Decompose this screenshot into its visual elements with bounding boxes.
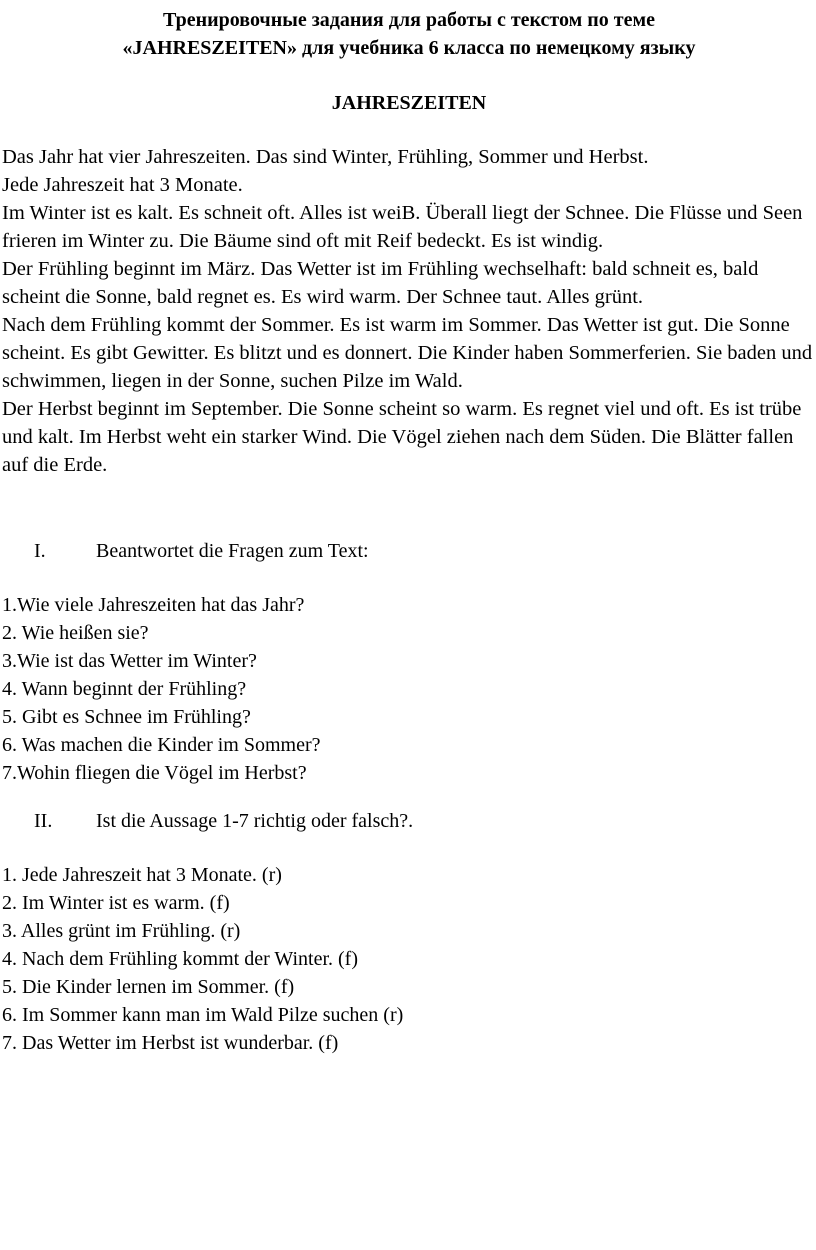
list-item: 1. Jede Jahreszeit hat 3 Monate. (r) [2, 864, 282, 886]
list-item: 2. Im Winter ist es warm. (f) [2, 892, 230, 914]
section-2-heading [2, 807, 816, 835]
list-item: 5. Die Kinder lernen im Sommer. (f) [2, 976, 295, 998]
section-1-title: Beantwortet die Fragen zum Text: [96, 540, 369, 562]
list-item: 6. Im Sommer kann man im Wald Pilze suchen (r) [2, 1004, 404, 1026]
text-title: JAHRESZEITEN [331, 92, 487, 114]
list-item: 4. Wann beginnt der Frühling? [2, 678, 247, 700]
paragraph: Jede Jahreszeit hat 3 Monate. [2, 174, 243, 196]
list-item: 5. Gibt es Schnee im Frühling? [2, 706, 251, 728]
section-2-number: II. [34, 810, 53, 832]
document-title-line-1: Тренировочные задания для работы с текстом по теме [163, 9, 655, 31]
document-title [2, 6, 816, 62]
paragraph: Im Winter ist es kalt. Es schneit oft. Alles ist weiB. Überall liegt der Schnee. Die Flüsse und Seen frieren im Winter zu. Die Bäume sind oft mit Reif bedeckt. Es ist windig. [2, 202, 803, 252]
paragraph: Der Herbst beginnt im September. Die Sonne scheint so warm. Es regnet viel und oft. Es ist trübe und kalt. Im Herbst weht ein starker Wind. Die Vögel ziehen nach dem Süden. Die Blätter fallen auf die Erde. [2, 398, 802, 476]
list-item: 1.Wie viele Jahreszeiten hat das Jahr? [2, 594, 305, 616]
document-title-line-2: «JAHRESZEITEN» для учебника 6 класса по немецкому языку [122, 37, 696, 59]
statements-list [2, 861, 816, 1057]
list-item: 3. Alles grünt im Frühling. (r) [2, 920, 241, 942]
questions-list [2, 591, 816, 787]
list-item: 4. Nach dem Frühling kommt der Winter. (f) [2, 948, 358, 970]
paragraph: Der Frühling beginnt im März. Das Wetter ist im Frühling wechselhaft: bald schneit es, bald scheint die Sonne, bald regnet es. Es wird warm. Der Schnee taut. Alles grünt. [2, 258, 759, 308]
paragraph: Das Jahr hat vier Jahreszeiten. Das sind Winter, Frühling, Sommer und Herbst. [2, 146, 649, 168]
section-1-heading [2, 537, 816, 565]
list-item: 7.Wohin fliegen die Vögel im Herbst? [2, 762, 307, 784]
list-item: 6. Was machen die Kinder im Sommer? [2, 734, 321, 756]
section-2-title: Ist die Aussage 1-7 richtig oder falsch?. [96, 810, 414, 832]
list-item: 3.Wie ist das Wetter im Winter? [2, 650, 257, 672]
reading-text [2, 143, 816, 479]
section-1-number: I. [34, 540, 46, 562]
paragraph: Nach dem Frühling kommt der Sommer. Es ist warm im Sommer. Das Wetter ist gut. Die Sonne scheint. Es gibt Gewitter. Es blitzt und es donnert. Die Kinder haben Sommerferien. Sie baden und schwimmen, liegen in der Sonne, suchen Pilze im Wald. [2, 314, 813, 392]
list-item: 7. Das Wetter im Herbst ist wunderbar. (f) [2, 1032, 339, 1054]
list-item: 2. Wie heißen sie? [2, 622, 149, 644]
